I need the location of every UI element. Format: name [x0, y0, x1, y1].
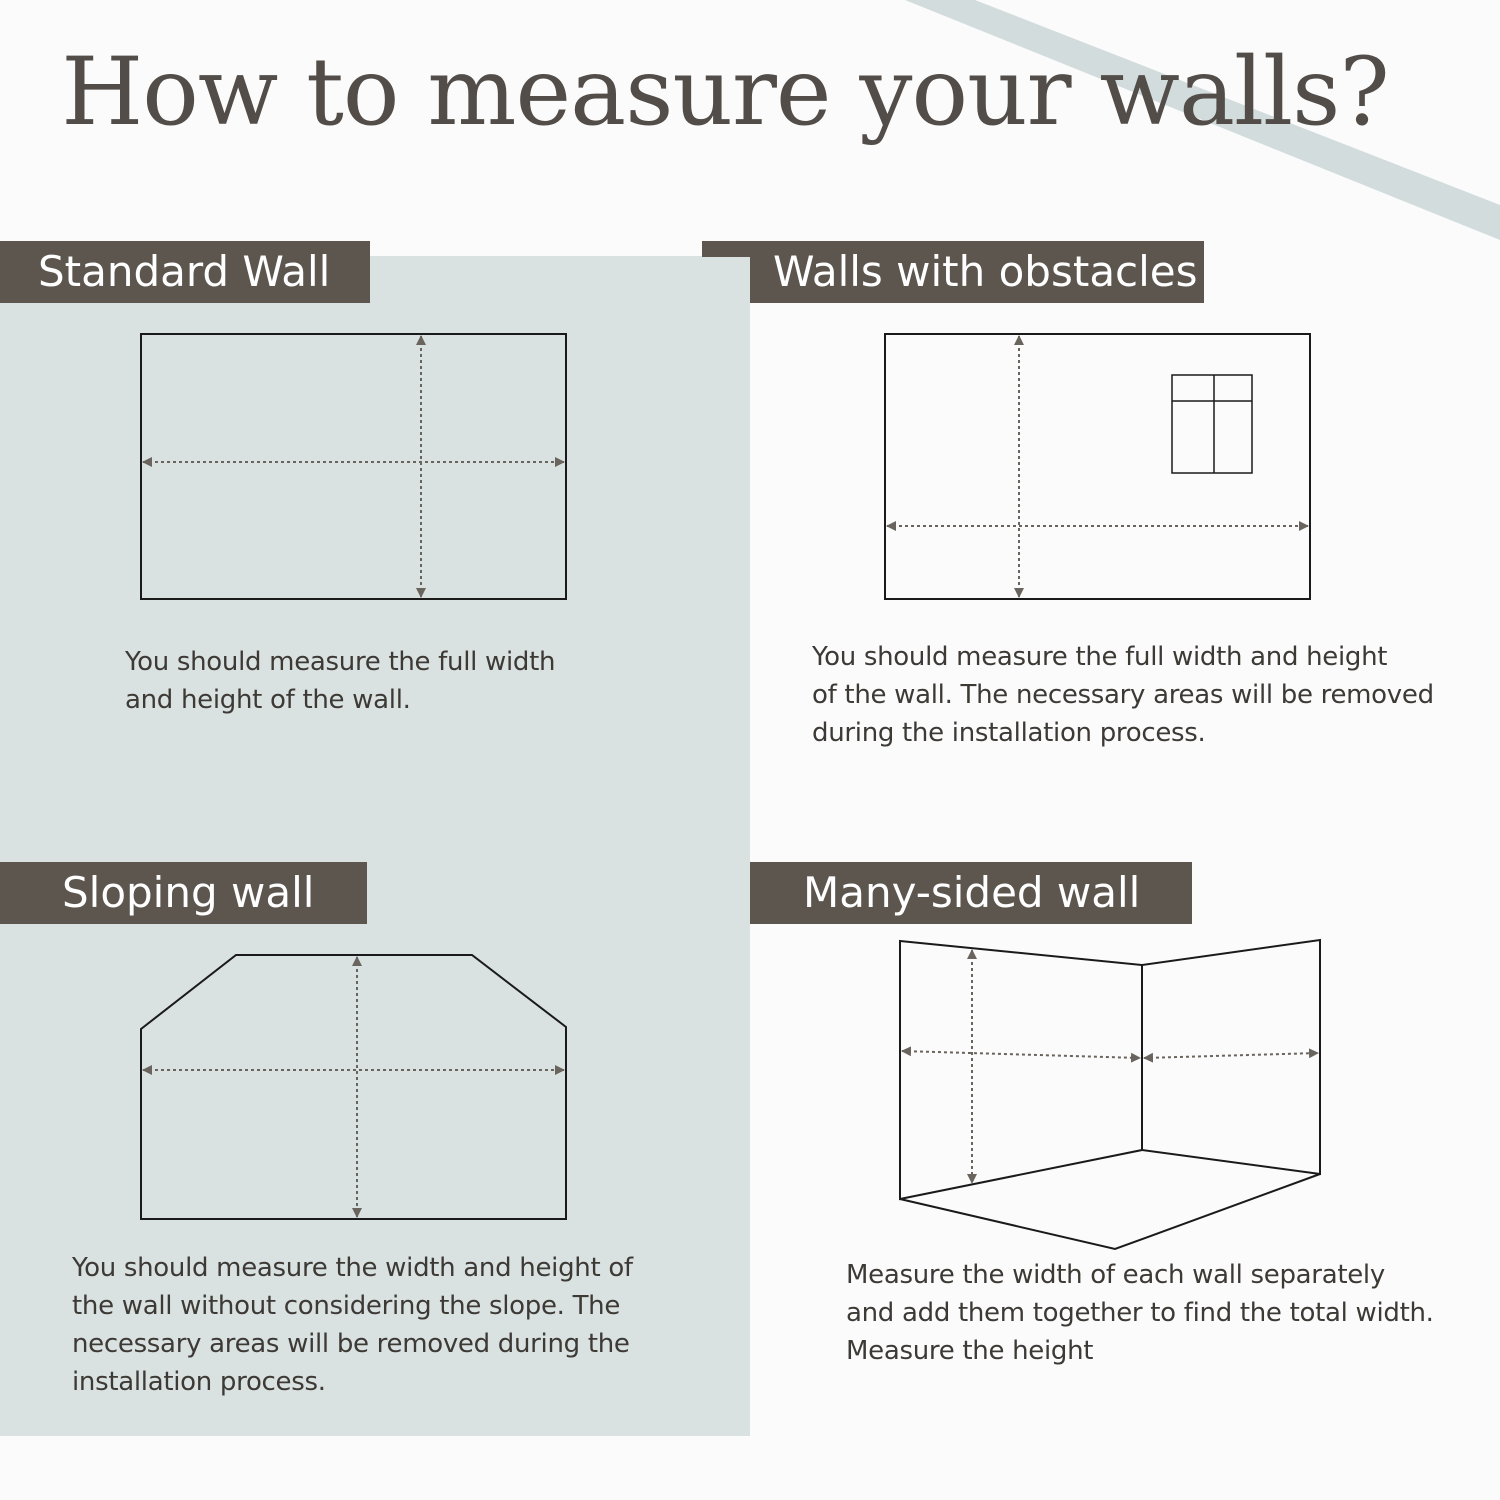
manysided-wall-outline: [900, 940, 1320, 1249]
standard-wall-description: You should measure the full width and height of the wall.: [125, 647, 556, 715]
standard-wall-heading: Standard Wall: [0, 241, 370, 303]
manysided-left-width-measure: [902, 1051, 1140, 1058]
manysided-wall-description: Measure the width of each wall separately and add them together to find the total width. Measure the height: [846, 1260, 1434, 1366]
obstacles-wall-description: You should measure the full width and height of the wall. The necessary areas will be removed during the installation process.: [812, 642, 1434, 748]
page-title: How to measure your walls?: [61, 38, 1389, 147]
obstacles-wall-heading: Walls with obstacles: [750, 241, 1204, 303]
sloping-wall-heading: Sloping wall: [0, 862, 367, 924]
manysided-right-width-measure: [1144, 1053, 1318, 1058]
sloping-wall-description: You should measure the width and height of the wall without considering the slope. The necessary areas will be removed during the installation process.: [72, 1253, 633, 1397]
manysided-wall-heading: Many-sided wall: [750, 862, 1192, 924]
